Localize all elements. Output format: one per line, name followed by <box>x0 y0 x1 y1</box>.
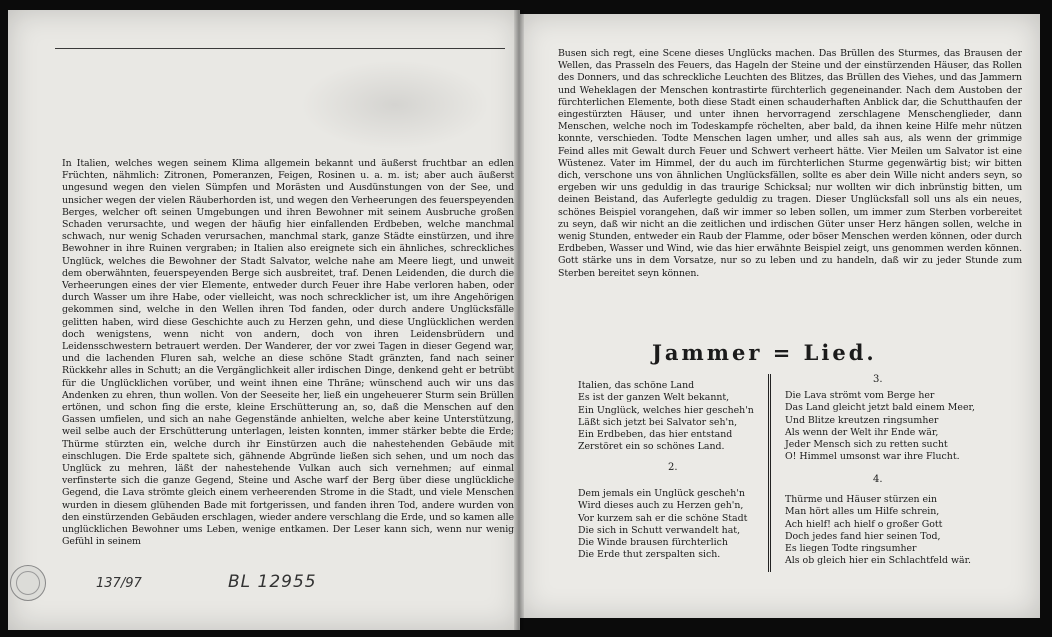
stanza-line: Die Winde brausen fürchterlich <box>578 537 728 549</box>
stanza-line: Die Lava strömt vom Berge her <box>785 390 935 401</box>
stamp-inner-ring <box>16 571 40 595</box>
ink-bleed <box>300 60 490 150</box>
stanza-2 <box>578 488 747 562</box>
stanza-number: 3. <box>873 374 883 385</box>
shelfmark-note: BL 12955 <box>228 572 317 592</box>
stanza-line: Dem jemals ein Unglück gescheh'n <box>578 488 745 499</box>
stanza-line: Das Land gleicht jetzt bald einem Meer, <box>785 402 975 414</box>
stanza-line: Vor kurzem sah er die schöne Stadt <box>578 512 748 524</box>
stanza-line: Thürme und Häuser stürzen ein <box>785 494 938 505</box>
stanza-line: Als wenn der Welt ihr Ende wär, <box>785 426 939 438</box>
stanza-line: Als ob gleich hier ein Schlachtfeld wär. <box>785 555 972 567</box>
song-title: Jammer = Lied. <box>652 340 877 365</box>
stanza-line: Die sich in Schutt verwandelt hat, <box>578 524 741 536</box>
stanza-line: Wird dieses auch zu Herzen geh'n, <box>578 500 744 512</box>
stanza-line: Es liegen Todte ringsumher <box>785 543 917 555</box>
left-body-text: In Italien, welches wegen seinem Klima allgemein bekannt und äußerst fruchtbar an edlen Früchten, nähmlich: Zitronen, Pomeranzen, Feigen, Rosinen u. a. m. ist; aber auch äußerst ungesund wegen den vielen Sümpfen und Morästen und Ausdünstungen von der See, und unsicher wegen der vielen Räuberhorden ist, und wegen den Verheerungen des feuerspeyenden Berges, welcher oft seinen Umgebungen und ihren Bewohner mit seinem Ausbruche großen Schaden verursachte, und wegen der häufig hier einfallenden Erdbeben, welche manchmal schwach, nur wenig Schaden verursachen, manchmal stark, ganze Städte einstürzen, und ihre Bewohner in ihre Ruinen vergraben; in Italien also ereignete sich ein ähnliches, schreckliches Unglück, welches die Bewohner der Stadt Salvator, welche nahe am Meere liegt, und unweit dem oberwähnten, feuerspeyenden Berge sich ausbreitet, traf. Denen Leidenden, die durch die Verheerungen eines der vier Elemente, entweder durch Feuer ihre Habe verloren haben, oder durch Wasser um ihre Habe, oder vielleicht, was noch schrecklicher ist, um ihre Angehörigen gekommen sind, welche in den Wellen ihren Tod fanden, oder durch andere Unglücksfälle gelitten haben, wird diese Geschichte auch zu Herzen gehn, und diese Unglücklichen werden doch wenigstens, wenn nicht von andern, doch von ihren Leidensbrüdern und Leidensschwestern betrauert werden. Der Wanderer, der vor zwei Tagen in dieser Gegend war, und die lachenden Fluren sah, welche an diese schöne Stadt gränzten, fand nach seiner Rückkehr alles in Schutt; an die Vergänglichkeit aller irdischen Dinge, denkend geht er betrübt für die Unglücklichen vorüber, und weint ihnen eine Thräne; wünschend auch wir uns das Andenken zu ehren, thun wollen. Von der Seeseite her, ließ ein ungeheuerer Sturm sein Brüllen ertönen, und schon fing die erste, kleine Erschütterung an, so, daß die Menschen auf den Gassen umfielen, und sich an nahe Gegenstände anhielten, welche aber keine Unterstützung, weil selbe auch der Erschütterung unterlagen, leisten konnten, immer stärker bebte die Erde; Thürme stürzten ein, welche durch ihr Einstürzen auch die nahestehenden Gebäude mit einschlugen. Die Erde spaltete sich, gähnende Abgründe ließen sich sehen, und um noch das Unglück zu mehren, läßt der nahestehende Vulkan auch sich vernehmen; auf einmal verfinsterte sich die ganze Gegend, Steine und Asche warf der Berg über diese unglückliche Gegend, die Lava strömte gleich einem verheerenden Strome in die Stadt, und viele Menschen wurden in diesem glühenden Bade mit fortgerissen, und fanden ihren Tod, andere wurden von den einstürzenden Gebäuden erschlagen, wieder andere verschlang die Erde, und so kamen alle unglücklichen Bewohner ums Leben, wenige entkamen. Der Leser kann sich, wenn nur wenig Gefühl in seinem <box>62 158 514 548</box>
stanza-line: Ein Unglück, welches hier gescheh'n <box>578 404 754 416</box>
right-body-text: Busen sich regt, eine Scene dieses Unglücks machen. Das Brüllen des Sturmes, das Brausen der Wellen, das Prasseln des Feuers, das Hageln der Steine und der einstürzenden Häuser, das Rollen des Donners, und das schreckliche Leuchten des Blitzes, das Brüllen des Viehes, und das Jammern und Weheklagen der Menschen kontrastirte fürchterlich gegeneinander. Nach dem Austoben der fürchterlichen Elemente, both diese Stadt einen schauderhaften Anblick dar, die Schutthaufen der eingestürzten Häuser, und unter ihnen hervorragend zerschlagene Menschenglieder, dann Menschen, welche noch im Todeskampfe röchelten, aber bald, da ihnen keine Hilfe mehr nützen konnte, verschieden. Todte Menschen lagen umher, und alles sah aus, als wenn der grimmige Feind alles mit Gewalt durch Feuer und Schwert verheert hätte. Vier Meilen um Salvator ist eine Wüstenez. Vater im Himmel, der du auch im fürchterlichen Sturme gegenwärtig bist; wir bitten dich, verschone uns von ähnlichen Unglücksfällen, sollte es aber dein Wille nicht anders seyn, so ergeben wir uns geduldig in das traurige Schicksal; nur wollten wir dich inbrünstig bitten, um deinen Beistand, das Auferlegte geduldig zu tragen. Dieser Unglücksfall soll uns als ein neues, schönes Beispiel vorangehen, daß wir immer so leben sollen, um immer zum Sterben vorbereitet zu seyn, daß wir nicht an die zeitlichen und irdischen Güter unser Herz hängen sollen, welche in wenig Stunden, entweder ein Raub der Flamme, oder böser Menschen werden können, oder durch Erdbeben, Wasser und Wind, wie das hier erwähnte Beispiel zeigt, uns genommen werden können. Gott stärke uns in dem Vorsatze, nur so zu leben und zu handeln, daß wir zu jeder Stunde zum Sterben bereitet seyn können. <box>558 48 1022 279</box>
stanza-1 <box>578 380 754 454</box>
stanza-line: Die Erde thut zerspalten sich. <box>578 549 721 561</box>
top-rule <box>55 48 505 49</box>
stanza-3 <box>785 390 975 464</box>
stanza-line: Läßt sich jetzt bei Salvator seh'n, <box>578 416 738 428</box>
page-fold <box>514 10 524 630</box>
stanza-line: Doch jedes fand hier seinen Tod, <box>785 530 941 542</box>
stanza-number: 4. <box>873 474 883 485</box>
stanza-line: Man hört alles um Hilfe schrein, <box>785 506 940 518</box>
library-stamp <box>10 565 46 601</box>
shelfmark-note: 137/97 <box>96 576 142 591</box>
stanza-line: Ein Erdbeben, das hier entstand <box>578 429 733 441</box>
stanza-4 <box>785 494 971 568</box>
stanza-number: 2. <box>668 462 678 473</box>
stanza-line: Zerstöret ein so schönes Land. <box>578 441 725 453</box>
stanza-line: O! Himmel umsonst war ihre Flucht. <box>785 451 960 463</box>
stanza-line: Jeder Mensch sich zu retten sucht <box>785 439 948 451</box>
stanza-line: Und Blitze kreutzen ringsumher <box>785 414 939 426</box>
column-divider <box>768 374 771 572</box>
stanza-line: Italien, das schöne Land <box>578 380 695 391</box>
stanza-line: Es ist der ganzen Welt bekannt, <box>578 392 730 404</box>
stanza-line: Ach hielf! ach hielf o großer Gott <box>785 518 943 530</box>
